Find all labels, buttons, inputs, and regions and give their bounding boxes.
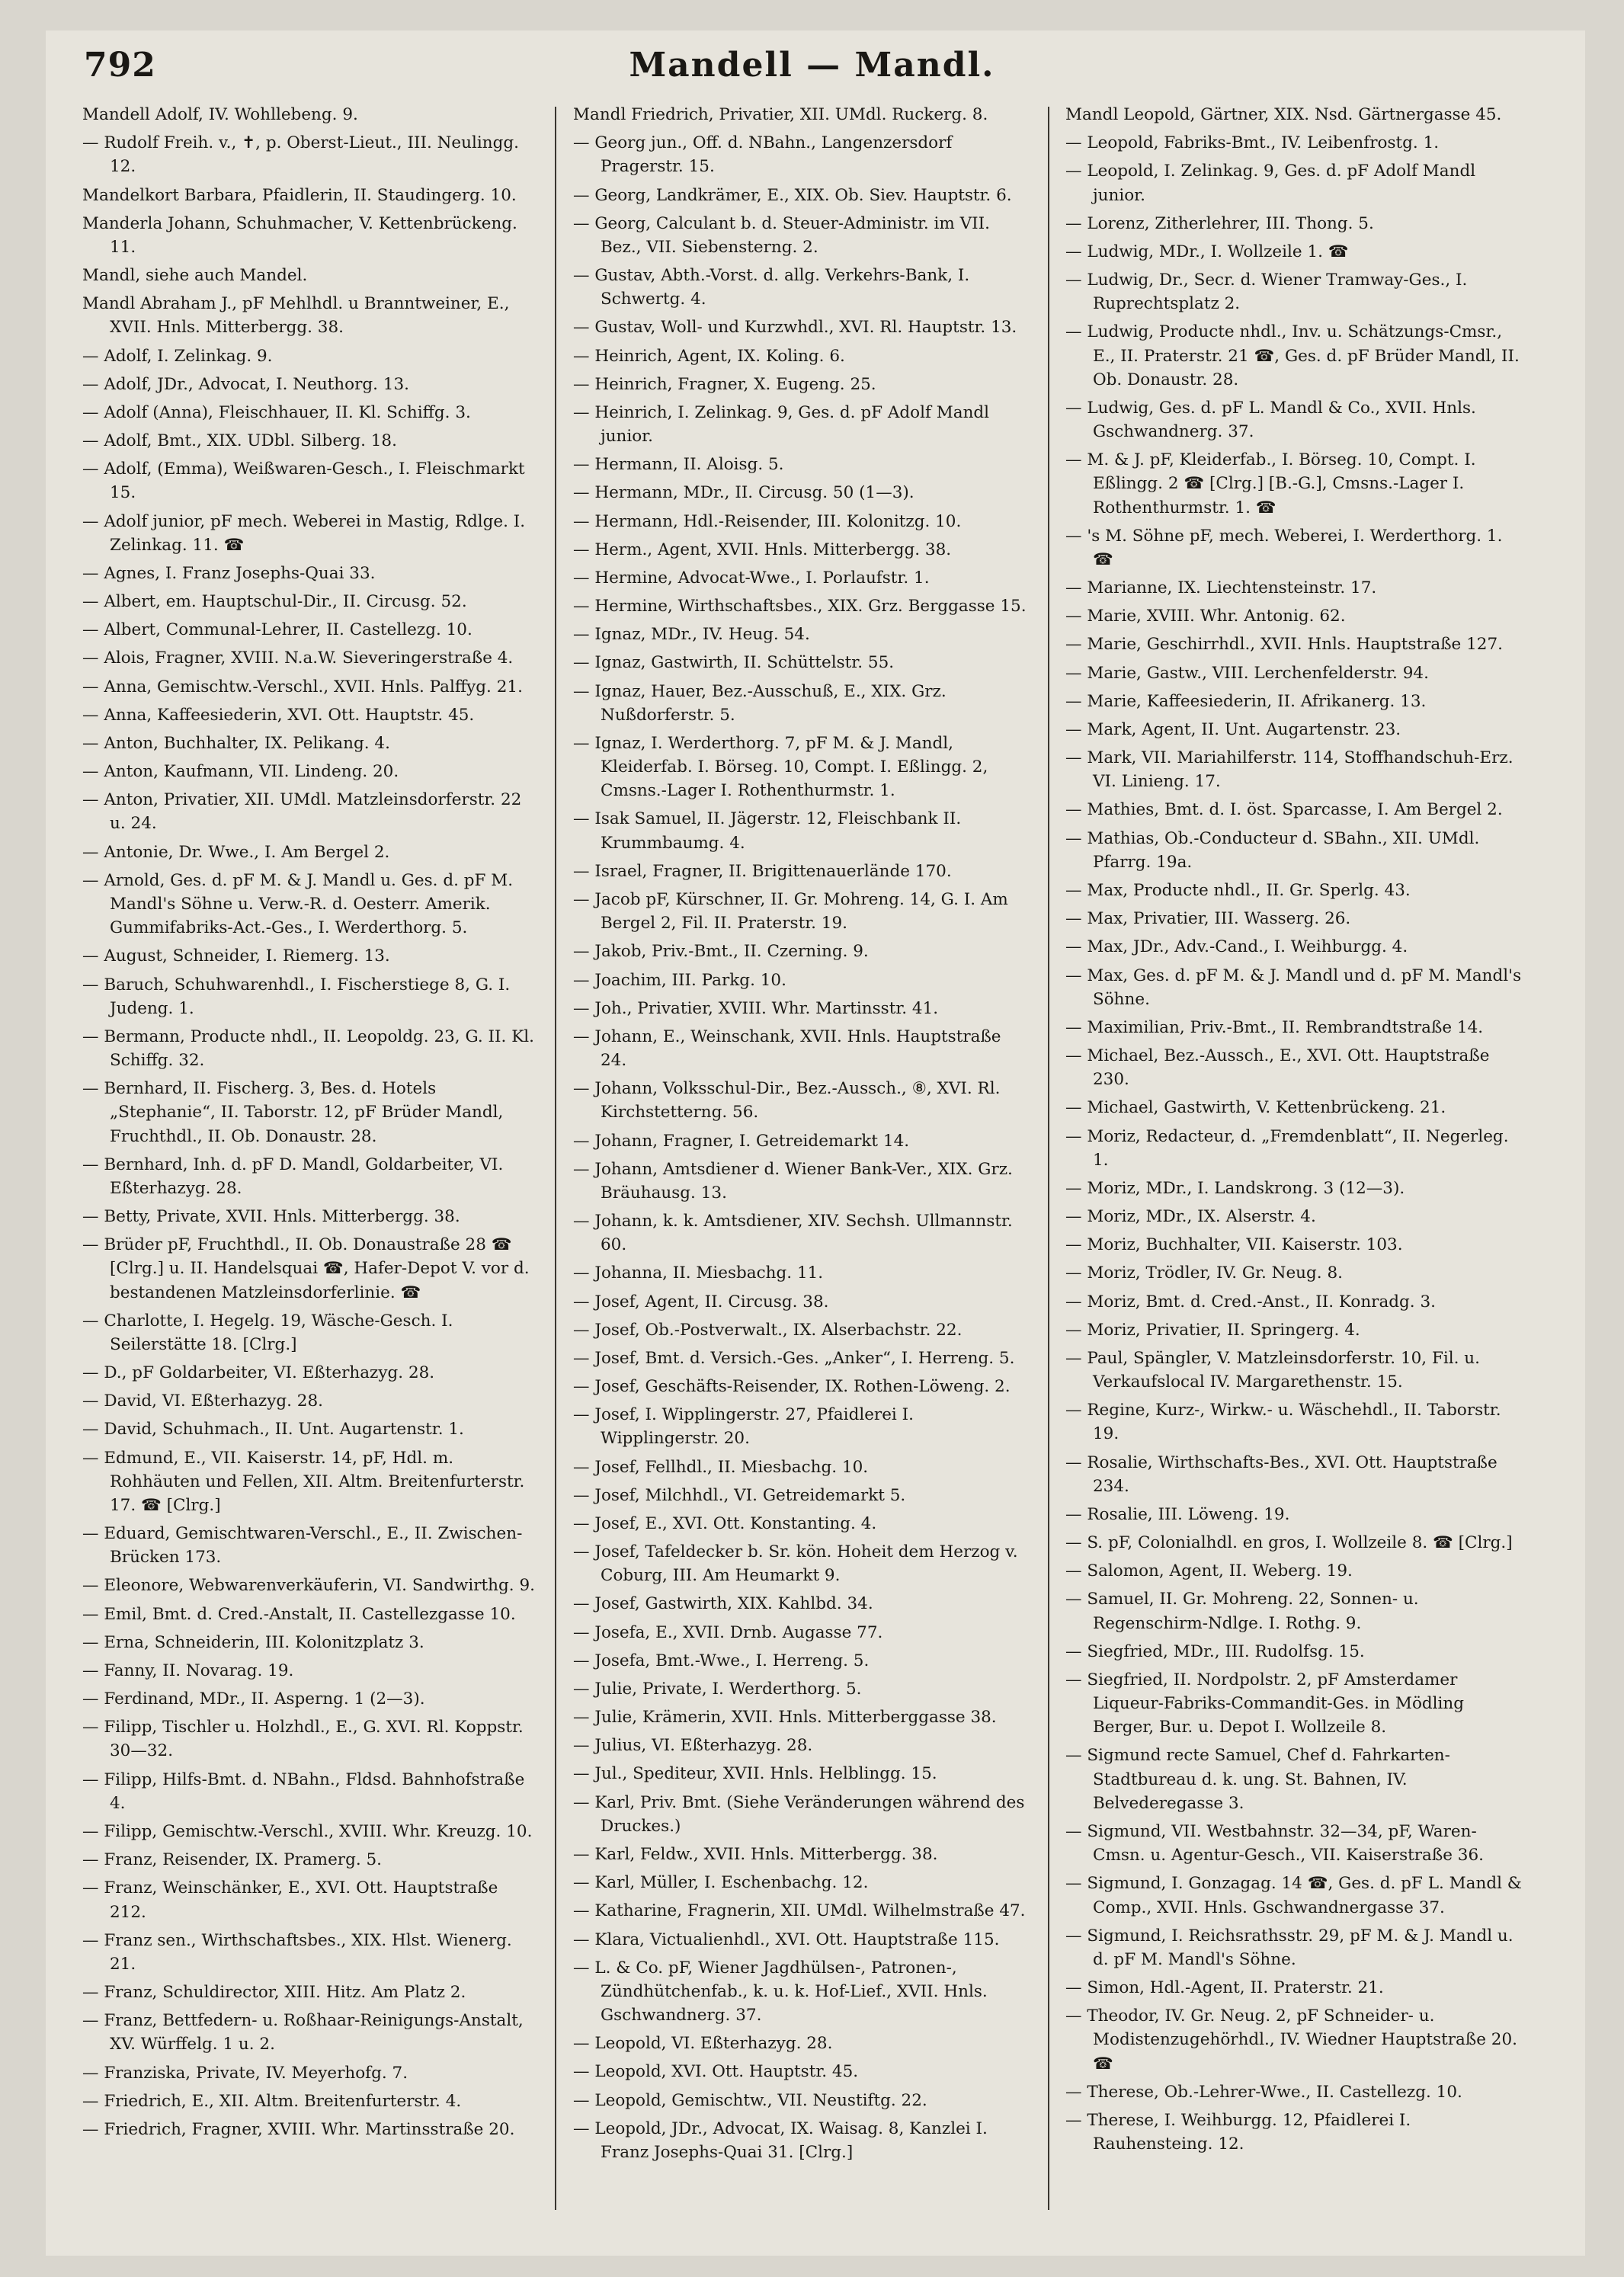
directory-entry: — Jakob, Priv.-Bmt., II. Czerning. 9. — [573, 942, 869, 962]
directory-entry: — Jacob pF, Kürschner, II. Gr. Mohreng. 14, G. I. Am Bergel 2, Fil. II. Praterstr. 19. — [573, 889, 1008, 934]
directory-entry: — Bernhard, II. Fischerg. 3, Bes. d. Hotels „Stephanie“, II. Taborstr. 12, pF Brüder Mandl, Fruchthdl., II. Ob. Donaustr. 28. — [82, 1079, 504, 1146]
directory-entry: — Josefa, Bmt.-Wwe., I. Herreng. 5. — [573, 1651, 870, 1670]
directory-entry: — Johann, k. k. Amtsdiener, XIV. Sechsh. Ullmannstr. 60. — [573, 1212, 1013, 1255]
directory-entry: — David, VI. Eßterhazyg. 28. — [82, 1392, 323, 1411]
directory-entry: — Eleonore, Webwarenverkäuferin, VI. Sandwirthg. 9. — [82, 1576, 535, 1596]
directory-entry: — Marianne, IX. Liechtensteinstr. 17. — [1065, 578, 1377, 598]
directory-entry: — Karl, Feldw., XVII. Hnls. Mitterbergg. 38. — [573, 1845, 938, 1864]
directory-entry: — Michael, Gastwirth, V. Kettenbrückeng. 21. — [1065, 1098, 1446, 1118]
directory-entry: — Joachim, III. Parkg. 10. — [573, 970, 786, 990]
page-number: 792 — [84, 46, 156, 85]
directory-entry: — Bernhard, Inh. d. pF D. Mandl, Goldarbeiter, VI. Eßterhazyg. 28. — [82, 1155, 504, 1198]
directory-entry: — Joh., Privatier, XVIII. Whr. Martinsstr. 41. — [573, 998, 939, 1018]
directory-entry: — Sigmund, VII. Westbahnstr. 32—34, pF, Waren-Cmsn. u. Agentur-Gesch., VII. Kaiserstraße 36. — [1065, 1822, 1484, 1865]
directory-entry: Mandl Friedrich, Privatier, XII. UMdl. Ruckerg. 8. — [573, 105, 988, 124]
directory-entry: — Sigmund, I. Reichsrathsstr. 29, pF M. & J. Mandl u. d. pF M. Mandl's Söhne. — [1065, 1926, 1513, 1969]
directory-entry: — Karl, Müller, I. Eschenbachg. 12. — [573, 1873, 869, 1893]
directory-entry: — Josef, Bmt. d. Versich.-Ges. „Anker“, I. Herreng. 5. — [573, 1348, 1015, 1368]
directory-entry: — Friedrich, E., XII. Altm. Breitenfurterstr. 4. — [82, 2091, 462, 2111]
directory-entry: — Gustav, Abth.-Vorst. d. allg. Verkehrs-Bank, I. Schwertg. 4. — [573, 266, 970, 309]
directory-entry: — Erna, Schneiderin, III. Kolonitzplatz 3. — [82, 1632, 424, 1652]
directory-entry: — Rosalie, III. Löweng. 19. — [1065, 1504, 1290, 1524]
directory-entry: — Alois, Fragner, XVIII. N.a.W. Sieveringerstraße 4. — [82, 649, 514, 668]
directory-entry: Mandl Abraham J., pF Mehlhdl. u Branntweiner, E., XVII. Hnls. Mitterbergg. 38. — [82, 294, 510, 338]
directory-entry: — D., pF Goldarbeiter, VI. Eßterhazyg. 28. — [82, 1363, 435, 1383]
directory-entry: — M. & J. pF, Kleiderfab., I. Börseg. 10, Compt. I. Eßlingg. 2 ☎ [Clrg.] [B.-G.], Cmsns.-Lager I. Rothenthurmstr. 1. ☎ — [1065, 450, 1476, 517]
column-rule — [555, 107, 556, 2210]
directory-entry: — Adolf, JDr., Advocat, I. Neuthorg. 13. — [82, 374, 410, 394]
directory-entry: — Moriz, Bmt. d. Cred.-Anst., II. Konradg. 3. — [1065, 1292, 1436, 1311]
directory-entry: — Mark, Agent, II. Unt. Augartenstr. 23. — [1065, 719, 1401, 739]
directory-entry: — Israel, Fragner, II. Brigittenauerlände 170. — [573, 861, 952, 881]
directory-entry: — Theodor, IV. Gr. Neug. 2, pF Schneider- u. Modistenzugehörhdl., IV. Wiedner Hauptstraße 20. ☎ — [1065, 2006, 1517, 2074]
directory-entry: — Marie, Geschirrhdl., XVII. Hnls. Hauptstraße 127. — [1065, 635, 1503, 655]
column-1 — [82, 103, 540, 2146]
directory-entry: — Filipp, Gemischtw.-Verschl., XVIII. Whr. Kreuzg. 10. — [82, 1822, 533, 1841]
directory-entry: — Maximilian, Priv.-Bmt., II. Rembrandtstraße 14. — [1065, 1017, 1484, 1037]
directory-entry: — Regine, Kurz-, Wirkw.- u. Wäschehdl., II. Taborstr. 19. — [1065, 1401, 1501, 1444]
directory-entry: — Ignaz, MDr., IV. Heug. 54. — [573, 625, 810, 645]
directory-entry: — Anton, Buchhalter, IX. Pelikang. 4. — [82, 733, 390, 753]
directory-entry: — August, Schneider, I. Riemerg. 13. — [82, 946, 390, 966]
directory-entry: — Franz sen., Wirthschaftsbes., XIX. Hlst. Wienerg. 21. — [82, 1930, 512, 1974]
directory-entry: — Josef, Agent, II. Circusg. 38. — [573, 1292, 829, 1311]
directory-entry: — Therese, Ob.-Lehrer-Wwe., II. Castellezg. 10. — [1065, 2082, 1462, 2102]
directory-entry: Mandelkort Barbara, Pfaidlerin, II. Staudingerg. 10. — [82, 185, 517, 205]
directory-entry: — Michael, Bez.-Aussch., E., XVI. Ott. Hauptstraße 230. — [1065, 1046, 1490, 1090]
directory-entry: — Ludwig, Producte nhdl., Inv. u. Schätzungs-Cmsr., E., II. Praterstr. 21 ☎, Ges. d. pF Brüder Mandl, II. Ob. Donaustr. 28. — [1065, 322, 1520, 389]
running-head: Mandell — Mandl. — [629, 46, 995, 85]
directory-entry: — Ignaz, Hauer, Bez.-Ausschuß, E., XIX. Grz. Nußdorferstr. 5. — [573, 681, 947, 725]
directory-entry: — Anna, Gemischtw.-Verschl., XVII. Hnls. Palffyg. 21. — [82, 677, 523, 697]
directory-entry: — Max, Producte nhdl., II. Gr. Sperlg. 43. — [1065, 880, 1411, 900]
directory-entry: — L. & Co. pF, Wiener Jagdhülsen-, Patronen-, Zündhütchenfab., k. u. k. Hof-Lief., XVII. Hnls. Gschwandnerg. 37. — [573, 1958, 988, 2026]
directory-entry: — Franz, Weinschänker, E., XVI. Ott. Hauptstraße 212. — [82, 1878, 498, 1922]
directory-entry: — Georg, Landkrämer, E., XIX. Ob. Siev. Hauptstr. 6. — [573, 185, 1012, 205]
directory-entry: — Ludwig, Ges. d. pF L. Mandl & Co., XVII. Hnls. Gschwandnerg. 37. — [1065, 398, 1476, 442]
directory-entry: — Therese, I. Weihburgg. 12, Pfaidlerei I. Rauhensteing. 12. — [1065, 2110, 1411, 2154]
directory-entry: — Franz, Reisender, IX. Pramerg. 5. — [82, 1850, 383, 1870]
directory-entry: — Hermann, II. Aloisg. 5. — [573, 455, 784, 475]
directory-entry: — Anna, Kaffeesiederin, XVI. Ott. Hauptstr. 45. — [82, 705, 475, 725]
directory-entry: — Friedrich, Fragner, XVIII. Whr. Martinsstraße 20. — [82, 2119, 515, 2139]
directory-entry: — Leopold, VI. Eßterhazyg. 28. — [573, 2034, 833, 2054]
directory-entry: — Mark, VII. Mariahilferstr. 114, Stoffhandschuh-Erz. VI. Linieng. 17. — [1065, 748, 1513, 792]
directory-entry: Mandl Leopold, Gärtner, XIX. Nsd. Gärtnergasse 45. — [1065, 105, 1502, 124]
directory-entry: — Ludwig, Dr., Secr. d. Wiener Tramway-Ges., I. Ruprechtsplatz 2. — [1065, 271, 1468, 314]
directory-entry: — Julie, Krämerin, XVII. Hnls. Mitterberggasse 38. — [573, 1708, 997, 1728]
directory-entry: — Hermann, MDr., II. Circusg. 50 (1—3). — [573, 483, 915, 503]
directory-entry: — Moriz, Privatier, II. Springerg. 4. — [1065, 1320, 1360, 1340]
directory-entry: — Hermine, Wirthschaftsbes., XIX. Grz. Berggasse 15. — [573, 597, 1027, 616]
directory-entry: — Adolf, I. Zelinkag. 9. — [82, 346, 273, 366]
directory-entry: — Max, JDr., Adv.-Cand., I. Weihburgg. 4. — [1065, 937, 1408, 957]
directory-entry: — Josef, Geschäfts-Reisender, IX. Rothen-Löweng. 2. — [573, 1377, 1011, 1397]
directory-entry: — Georg, Calculant b. d. Steuer-Administr. im VII. Bez., VII. Siebensterng. 2. — [573, 213, 990, 257]
directory-entry: — Adolf junior, pF mech. Weberei in Mastig, Rdlge. I. Zelinkag. 11. ☎ — [82, 511, 526, 555]
directory-entry: — Salomon, Agent, II. Weberg. 19. — [1065, 1561, 1353, 1581]
directory-entry: — Anton, Privatier, XII. UMdl. Matzleinsdorferstr. 22 u. 24. — [82, 790, 522, 834]
directory-entry: — Heinrich, I. Zelinkag. 9, Ges. d. pF Adolf Mandl junior. — [573, 402, 990, 447]
directory-entry: — Leopold, I. Zelinkag. 9, Ges. d. pF Adolf Mandl junior. — [1065, 162, 1476, 205]
directory-entry: — Brüder pF, Fruchthdl., II. Ob. Donaustraße 28 ☎ [Clrg.] u. II. Handelsquai ☎, Hafer-Depot V. vor d. bestandenen Matzleinsdorferlinie. ☎ — [82, 1235, 530, 1302]
directory-entry: — Leopold, Gemischtw., VII. Neustiftg. 22. — [573, 2090, 927, 2110]
directory-entry: — Josefa, E., XVII. Drnb. Augasse 77. — [573, 1622, 883, 1642]
directory-entry: Mandl, siehe auch Mandel. — [82, 266, 308, 286]
directory-entry: — Josef, E., XVI. Ott. Konstanting. 4. — [573, 1513, 877, 1533]
directory-entry: — Ignaz, Gastwirth, II. Schüttelstr. 55. — [573, 653, 895, 673]
directory-entry: — Filipp, Hilfs-Bmt. d. NBahn., Fldsd. Bahnhofstraße 4. — [82, 1769, 525, 1813]
directory-entry: — Sigmund recte Samuel, Chef d. Fahrkarten-Stadtbureau d. k. ung. St. Bahnen, IV. Belvederegasse 3. — [1065, 1746, 1450, 1813]
directory-entry: — Moriz, Redacteur, d. „Fremdenblatt“, II. Negerleg. 1. — [1065, 1126, 1509, 1170]
directory-entry: — Marie, Kaffeesiederin, II. Afrikanerg. 13. — [1065, 691, 1427, 711]
directory-entry: Mandell Adolf, IV. Wohllebeng. 9. — [82, 105, 358, 124]
directory-entry: — Josef, Milchhdl., VI. Getreidemarkt 5. — [573, 1485, 906, 1505]
directory-entry: — Heinrich, Fragner, X. Eugeng. 25. — [573, 374, 876, 394]
directory-entry: — Moriz, Trödler, IV. Gr. Neug. 8. — [1065, 1263, 1343, 1283]
directory-entry: — Adolf, (Emma), Weißwaren-Gesch., I. Fleischmarkt 15. — [82, 460, 525, 503]
directory-entry: — Herm., Agent, XVII. Hnls. Mitterbergg. 38. — [573, 540, 952, 559]
directory-entry: — Moriz, Buchhalter, VII. Kaiserstr. 103. — [1065, 1235, 1403, 1255]
directory-entry: — Rudolf Freih. v., ✝, p. Oberst-Lieut., III. Neulingg. 12. — [82, 133, 519, 177]
directory-entry: — Agnes, I. Franz Josephs-Quai 33. — [82, 563, 376, 583]
directory-entry: — Marie, XVIII. Whr. Antonig. 62. — [1065, 607, 1346, 626]
directory-entry: — Albert, Communal-Lehrer, II. Castellezg. 10. — [82, 620, 472, 640]
directory-entry: — Adolf, Bmt., XIX. UDbl. Silberg. 18. — [82, 431, 397, 451]
directory-entry: — 's M. Söhne pF, mech. Weberei, I. Werderthorg. 1. ☎ — [1065, 526, 1503, 569]
directory-entry: — Johann, Amtsdiener d. Wiener Bank-Ver., XIX. Grz. Bräuhausg. 13. — [573, 1159, 1013, 1203]
directory-entry: — Antonie, Dr. Wwe., I. Am Bergel 2. — [82, 842, 390, 862]
directory-entry: — Hermine, Advocat-Wwe., I. Porlaufstr. 1. — [573, 568, 930, 588]
directory-entry: — Georg jun., Off. d. NBahn., Langenzersdorf Pragerstr. 15. — [573, 133, 953, 177]
directory-entry: — Josef, Fellhdl., II. Miesbachg. 10. — [573, 1457, 869, 1477]
directory-entry: — Johann, Volksschul-Dir., Bez.-Aussch., ⑧, XVI. Rl. Kirchstetterng. 56. — [573, 1079, 1001, 1122]
directory-entry: — Franz, Bettfedern- u. Roßhaar-Reinigungs-Anstalt, XV. Würffelg. 1 u. 2. — [82, 2011, 524, 2054]
column-3 — [1065, 103, 1523, 2160]
directory-entry: — Ferdinand, MDr., II. Asperng. 1 (2—3). — [82, 1689, 425, 1709]
directory-entry: — Jul., Spediteur, XVII. Hnls. Helblingg. 15. — [573, 1764, 937, 1784]
directory-entry: — Josef, I. Wipplingerstr. 27, Pfaidlerei I. Wipplingerstr. 20. — [573, 1405, 914, 1449]
directory-entry: — Johanna, II. Miesbachg. 11. — [573, 1263, 824, 1283]
directory-entry: — Edmund, E., VII. Kaiserstr. 14, pF, Hdl. m. Rohhäuten und Fellen, XII. Altm. Breitenfurterstr. 17. ☎ [Clrg.] — [82, 1448, 525, 1515]
directory-entry: — Isak Samuel, II. Jägerstr. 12, Fleischbank II. Krummbaumg. 4. — [573, 809, 962, 853]
directory-entry: — Arnold, Ges. d. pF M. & J. Mandl u. Ges. d. pF M. Mandl's Söhne u. Verw.-R. d. Oesterr. Amerik. Gummifabriks-Act.-Ges., I. Werderthorg. 5. — [82, 870, 514, 938]
directory-entry: — Rosalie, Wirthschafts-Bes., XVI. Ott. Hauptstraße 234. — [1065, 1452, 1497, 1496]
directory-entry: — Julie, Private, I. Werderthorg. 5. — [573, 1679, 862, 1699]
directory-entry: — Ludwig, MDr., I. Wollzeile 1. ☎ — [1065, 242, 1349, 261]
directory-entry: — Samuel, II. Gr. Mohreng. 22, Sonnen- u. Regenschirm-Ndlge. I. Rothg. 9. — [1065, 1590, 1419, 1633]
directory-entry: — Adolf (Anna), Fleischhauer, II. Kl. Schiffg. 3. — [82, 402, 471, 422]
directory-entry: — Franziska, Private, IV. Meyerhofg. 7. — [82, 2063, 408, 2083]
directory-entry: — Max, Privatier, III. Wasserg. 26. — [1065, 909, 1351, 929]
directory-entry: — Johann, Fragner, I. Getreidemarkt 14. — [573, 1131, 910, 1151]
directory-entry: — Filipp, Tischler u. Holzhdl., E., G. XVI. Rl. Koppstr. 30—32. — [82, 1718, 524, 1761]
directory-entry: — David, Schuhmach., II. Unt. Augartenstr. 1. — [82, 1420, 464, 1440]
directory-entry: — Siegfried, II. Nordpolstr. 2, pF Amsterdamer Liqueur-Fabriks-Commandit-Ges. in Mödling Berger, Bur. u. Depot I. Wollzeile 8. — [1065, 1670, 1465, 1737]
directory-entry: — Julius, VI. Eßterhazyg. 28. — [573, 1736, 813, 1756]
directory-entry: — Gustav, Woll- und Kurzwhdl., XVI. Rl. Hauptstr. 13. — [573, 318, 1017, 338]
directory-entry: — Max, Ges. d. pF M. & J. Mandl und d. pF M. Mandl's Söhne. — [1065, 966, 1522, 1009]
directory-entry: — Baruch, Schuhwarenhdl., I. Fischerstiege 8, G. I. Judeng. 1. — [82, 975, 511, 1018]
directory-entry: — Anton, Kaufmann, VII. Lindeng. 20. — [82, 762, 399, 782]
column-rule — [1048, 107, 1049, 2210]
directory-entry: — Mathias, Ob.-Conducteur d. SBahn., XII. UMdl. Pfarrg. 19a. — [1065, 828, 1480, 872]
directory-entry: — Leopold, Fabriks-Bmt., IV. Leibenfrostg. 1. — [1065, 133, 1440, 153]
directory-entry: — Josef, Gastwirth, XIX. Kahlbd. 34. — [573, 1594, 873, 1614]
directory-entry: — Hermann, Hdl.-Reisender, III. Kolonitzg. 10. — [573, 511, 962, 531]
directory-entry: — Siegfried, MDr., III. Rudolfsg. 15. — [1065, 1641, 1365, 1661]
directory-entry: — Albert, em. Hauptschul-Dir., II. Circusg. 52. — [82, 592, 467, 612]
directory-entry: — Franz, Schuldirector, XIII. Hitz. Am Platz 2. — [82, 1983, 466, 2003]
directory-entry: — Fanny, II. Novarag. 19. — [82, 1661, 294, 1680]
directory-entry: — Paul, Spängler, V. Matzleinsdorferstr. 10, Fil. u. Verkaufslocal IV. Margarethenstr. 15. — [1065, 1348, 1480, 1392]
directory-entry: — Charlotte, I. Hegelg. 19, Wäsche-Gesch. I. Seilerstätte 18. [Clrg.] — [82, 1311, 453, 1354]
directory-entry: — Emil, Bmt. d. Cred.-Anstalt, II. Castellezgasse 10. — [82, 1604, 516, 1624]
directory-entry: — Josef, Ob.-Postverwalt., IX. Alserbachstr. 22. — [573, 1320, 963, 1340]
directory-entry: — Leopold, XVI. Ott. Hauptstr. 45. — [573, 2062, 859, 2082]
directory-entry: — Simon, Hdl.-Agent, II. Praterstr. 21. — [1065, 1978, 1384, 1998]
directory-entry: — Klara, Victualienhdl., XVI. Ott. Hauptstraße 115. — [573, 1930, 1000, 1949]
directory-entry: — Lorenz, Zitherlehrer, III. Thong. 5. — [1065, 213, 1374, 233]
directory-entry: — Heinrich, Agent, IX. Koling. 6. — [573, 346, 845, 366]
directory-entry: Manderla Johann, Schuhmacher, V. Kettenbrückeng. 11. — [82, 213, 517, 257]
directory-entry: — Mathies, Bmt. d. I. öst. Sparcasse, I. Am Bergel 2. — [1065, 800, 1503, 820]
directory-entry: — Betty, Private, XVII. Hnls. Mitterbergg. 38. — [82, 1207, 460, 1227]
directory-entry: — Leopold, JDr., Advocat, IX. Waisag. 8, Kanzlei I. Franz Josephs-Quai 31. [Clrg.] — [573, 2118, 988, 2162]
directory-entry: — Ignaz, I. Werderthorg. 7, pF M. & J. Mandl, Kleiderfab. I. Börseg. 10, Compt. I. Eßlingg. 2, Cmsns.-Lager I. Rothenthurmstr. 1. — [573, 733, 988, 801]
directory-entry: — Katharine, Fragnerin, XII. UMdl. Wilhelmstraße 47. — [573, 1901, 1026, 1921]
directory-entry: — Moriz, MDr., I. Landskrong. 3 (12—3). — [1065, 1178, 1405, 1198]
column-2 — [573, 103, 1030, 2169]
directory-entry: — Josef, Tafeldecker b. Sr. kön. Hoheit dem Herzog v. Coburg, III. Am Heumarkt 9. — [573, 1542, 1018, 1586]
directory-entry: — Sigmund, I. Gonzagag. 14 ☎, Ges. d. pF L. Mandl & Comp., XVII. Hnls. Gschwandnergasse 37. — [1065, 1874, 1522, 1917]
directory-entry: — Marie, Gastw., VIII. Lerchenfelderstr. 94. — [1065, 663, 1429, 683]
directory-entry: — Karl, Priv. Bmt. (Siehe Veränderungen während des Druckes.) — [573, 1792, 1025, 1836]
directory-entry: — Eduard, Gemischtwaren-Verschl., E., II. Zwischen-Brücken 173. — [82, 1524, 523, 1568]
directory-entry: — Bermann, Producte nhdl., II. Leopoldg. 23, G. II. Kl. Schiffg. 32. — [82, 1026, 534, 1071]
directory-entry: — Moriz, MDr., IX. Alserstr. 4. — [1065, 1207, 1316, 1227]
directory-entry: — Johann, E., Weinschank, XVII. Hnls. Hauptstraße 24. — [573, 1026, 1001, 1071]
directory-entry: — S. pF, Colonialhdl. en gros, I. Wollzeile 8. ☎ [Clrg.] — [1065, 1533, 1513, 1553]
